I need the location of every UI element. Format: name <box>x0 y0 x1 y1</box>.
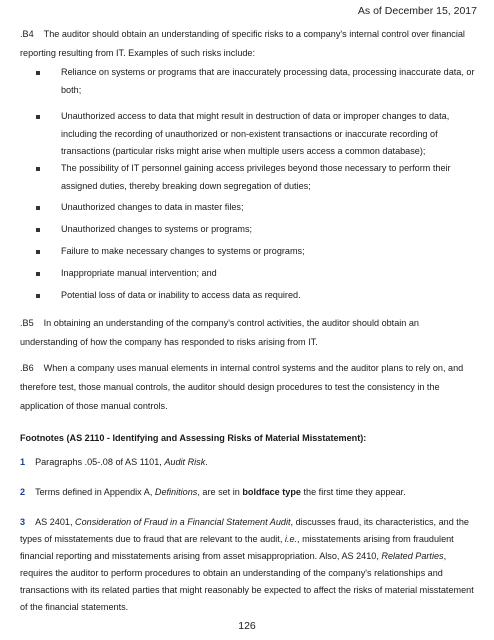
footnote-italic-text: i.e. <box>284 534 298 544</box>
footnote-text: AS 2401, <box>35 517 76 527</box>
paragraph-b5 <box>20 314 475 352</box>
bullet-icon <box>36 294 40 298</box>
paragraph-number: .B6 <box>20 363 34 373</box>
footnote-italic-text: Audit Risk <box>164 457 206 467</box>
list-item-text: The possibility of IT personnel gaining access privileges beyond those necessary to perform their assigned duties, thereby breaking down segregation of duties; <box>61 163 451 191</box>
paragraph-text: The auditor should obtain an understanding of specific risks to a company's internal control over financial reporting resulting from IT. Examples of such risks include: <box>20 29 465 58</box>
bullet-icon <box>36 250 40 254</box>
footnote-3 <box>20 514 475 616</box>
list-item <box>36 160 476 195</box>
list-item <box>36 64 476 99</box>
footnote-number[interactable]: 1 <box>20 457 26 467</box>
list-item-text: Unauthorized access to data that might result in destruction of data or improper changes to data, including the recording of unauthorized or non-existent transactions or inaccurate recording of transactions (particular risks might arise when multiple users access a common database); <box>61 111 450 156</box>
list-item <box>36 265 476 283</box>
bullet-icon <box>36 206 40 210</box>
paragraph-number: .B4 <box>20 29 34 39</box>
paragraph-b4 <box>20 25 475 63</box>
footnote-text: . <box>205 457 208 467</box>
list-item <box>36 243 476 261</box>
footnote-text: , discusses fraud, its characteristics, and the types of misstatements due to fraud that are relevant to the audit, <box>20 517 469 544</box>
list-item <box>36 108 476 161</box>
footnote-2 <box>20 484 475 501</box>
footnote-italic-text: Definitions <box>154 487 198 497</box>
bullet-icon <box>36 115 40 119</box>
paragraph-text: When a company uses manual elements in internal control systems and the auditor plans to rely on, and therefore test, those manual controls, the auditor should design procedures to test the consistency in the application of those manual controls. <box>20 363 464 411</box>
bullet-icon <box>36 71 40 75</box>
list-item-text: Inappropriate manual intervention; and <box>61 268 217 278</box>
footnote-italic-text: Consideration of Fraud in a Financial Statement Audit <box>75 517 291 527</box>
bullet-icon <box>36 167 40 171</box>
paragraph-text: In obtaining an understanding of the company's control activities, the auditor should obtain an understanding of how the company has responded to risks arising from IT. <box>20 318 419 347</box>
footnote-1 <box>20 454 475 471</box>
footnote-text: , requires the auditor to perform procedures to obtain an understanding of the company's relationships and transactions with its related parties that might reasonably be expected to affect the risks of material misstatement of the financial statements. <box>20 551 474 612</box>
paragraph-b6 <box>20 359 475 416</box>
bullet-icon <box>36 272 40 276</box>
list-item <box>36 221 476 239</box>
page-number: 126 <box>238 620 256 632</box>
header-date: As of December 15, 2017 <box>357 5 477 17</box>
footnote-number[interactable]: 3 <box>20 517 26 527</box>
footnote-text: , are set in <box>197 487 243 497</box>
bullet-icon <box>36 228 40 232</box>
footnote-italic-text: Related Parties <box>381 551 444 561</box>
footnote-number[interactable]: 2 <box>20 487 26 497</box>
footnote-text: Terms defined in Appendix A, <box>35 487 155 497</box>
footnote-text: Paragraphs .05-.08 of AS 1101, <box>35 457 165 467</box>
footnote-text: the first time they appear. <box>300 487 406 497</box>
footnotes-heading: Footnotes (AS 2110 - Identifying and Assessing Risks of Material Misstatement): <box>20 433 367 443</box>
list-item <box>36 287 476 305</box>
list-item-text: Potential loss of data or inability to access data as required. <box>61 290 301 300</box>
list-item <box>36 199 476 217</box>
paragraph-number: .B5 <box>20 318 34 328</box>
footnote-text: , misstatements arising from fraudulent financial reporting and misstatements arising from asset misappropriation. Also, AS 2410, <box>20 534 454 561</box>
list-item-text: Unauthorized changes to data in master files; <box>61 202 244 212</box>
list-item-text: Failure to make necessary changes to systems or programs; <box>61 246 305 256</box>
list-item-text: Unauthorized changes to systems or programs; <box>61 224 253 234</box>
list-item-text: Reliance on systems or programs that are inaccurately processing data, processing inaccurate data, or both; <box>61 67 475 95</box>
footnote-bold-text: boldface type <box>242 487 301 497</box>
